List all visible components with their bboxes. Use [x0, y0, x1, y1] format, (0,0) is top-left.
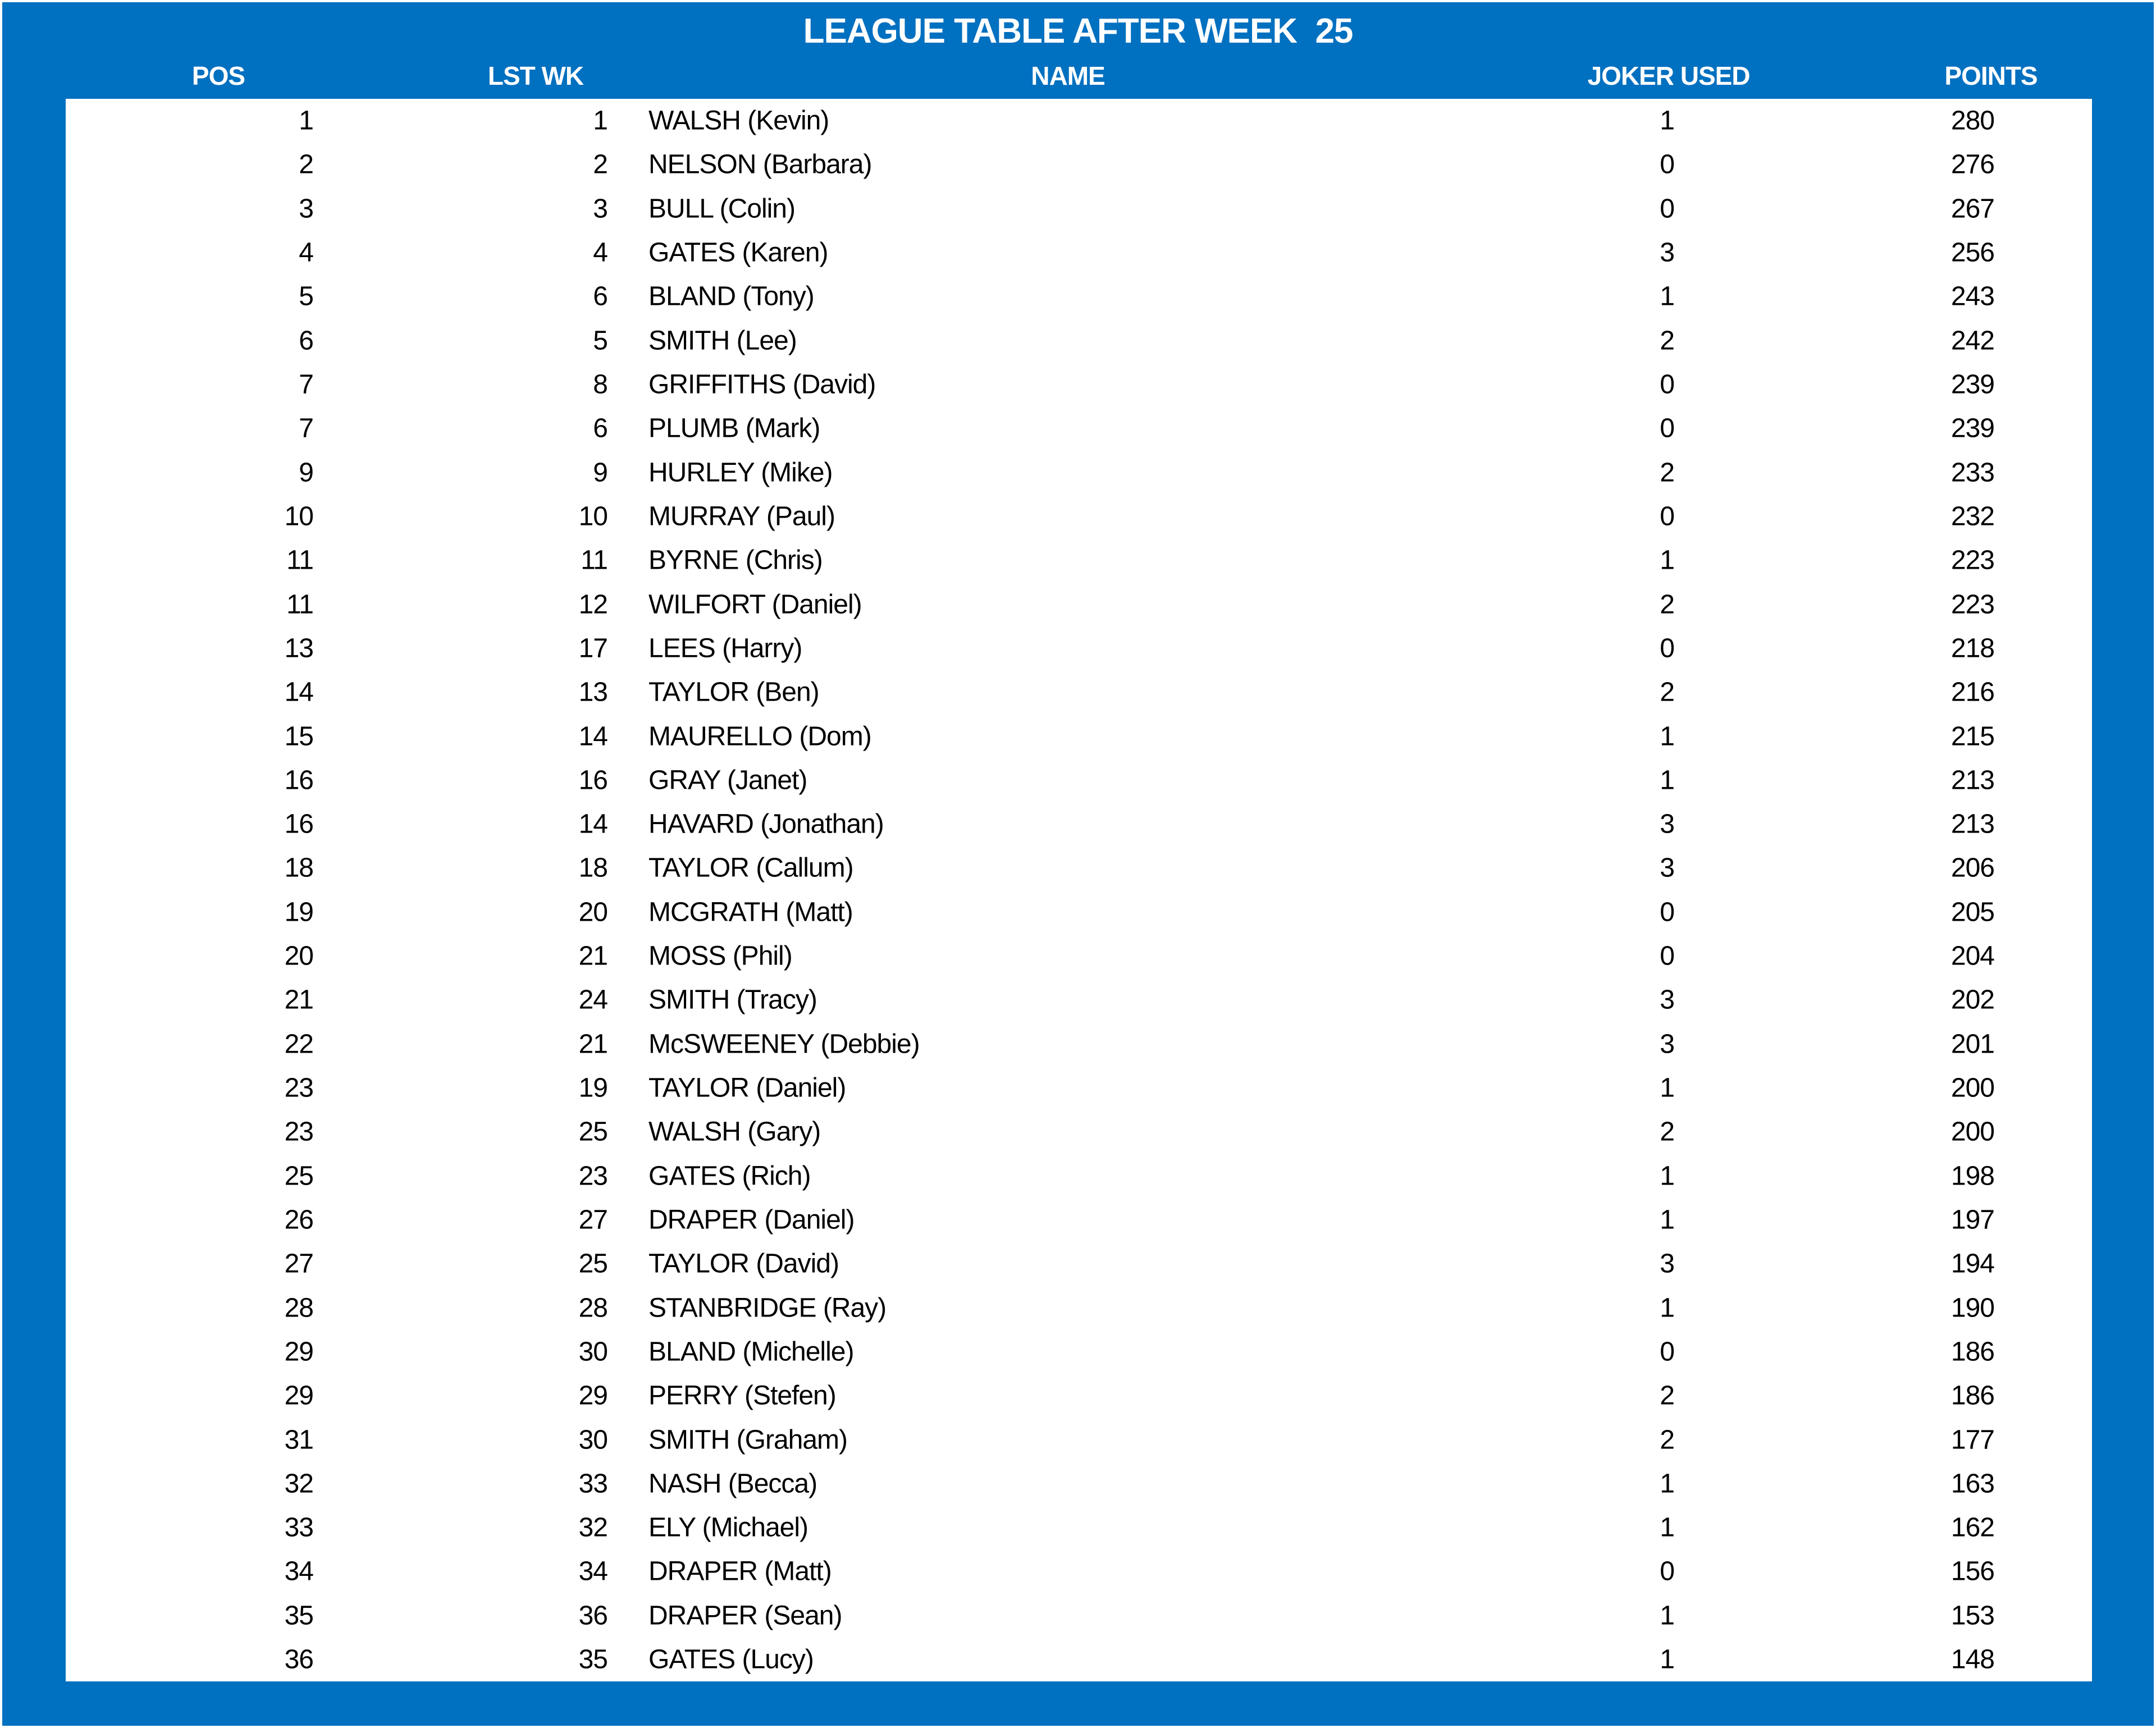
player-name: TAYLOR (Daniel) — [648, 1073, 846, 1103]
table-row — [66, 978, 2092, 1022]
position-value: 35 — [284, 1601, 313, 1631]
last-week-value: 30 — [578, 1337, 607, 1367]
position-value: 11 — [286, 545, 313, 575]
last-week-value: 23 — [578, 1161, 607, 1191]
last-week-value: 18 — [578, 853, 607, 883]
table-row — [66, 627, 2092, 670]
table-row — [66, 495, 2092, 538]
player-name: GATES (Lucy) — [648, 1644, 814, 1675]
joker-used-value: 2 — [1660, 326, 1674, 356]
joker-used-value: 2 — [1660, 1117, 1674, 1147]
position-value: 29 — [284, 1380, 313, 1411]
points-value: 239 — [1951, 413, 1994, 444]
table-row — [66, 99, 2092, 143]
joker-used-value: 1 — [1660, 1073, 1674, 1103]
table-row — [66, 890, 2092, 934]
last-week-value: 17 — [578, 633, 607, 664]
position-value: 29 — [284, 1337, 313, 1367]
position-value: 33 — [284, 1512, 313, 1543]
table-row — [66, 319, 2092, 363]
last-week-value: 16 — [578, 765, 607, 796]
position-value: 2 — [299, 149, 313, 180]
points-value: 153 — [1951, 1601, 1994, 1631]
last-week-value: 36 — [578, 1601, 607, 1631]
player-name: WILFORT (Daniel) — [648, 589, 862, 620]
player-name: HAVARD (Jonathan) — [648, 809, 884, 839]
points-value: 162 — [1951, 1512, 1994, 1543]
table-row — [66, 802, 2092, 846]
points-value: 280 — [1951, 106, 1994, 136]
last-week-value: 13 — [578, 677, 607, 707]
joker-used-value: 1 — [1660, 545, 1674, 575]
table-row — [66, 1022, 2092, 1066]
table-row — [66, 451, 2092, 495]
points-value: 200 — [1951, 1117, 1994, 1147]
table-row — [66, 231, 2092, 275]
table-row — [66, 1242, 2092, 1286]
points-value: 201 — [1951, 1029, 1994, 1059]
position-value: 36 — [284, 1644, 313, 1675]
player-name: NELSON (Barbara) — [648, 149, 872, 180]
points-value: 177 — [1951, 1425, 1994, 1455]
player-name: SMITH (Tracy) — [648, 985, 817, 1015]
last-week-value: 5 — [593, 326, 607, 356]
table-row — [66, 1286, 2092, 1329]
table-row — [66, 1374, 2092, 1418]
position-value: 4 — [299, 237, 313, 268]
joker-used-value: 0 — [1660, 369, 1674, 400]
last-week-value: 25 — [578, 1249, 607, 1279]
joker-used-value: 0 — [1660, 897, 1674, 927]
player-name: MCGRATH (Matt) — [648, 897, 853, 927]
table-row — [66, 1638, 2092, 1681]
player-name: TAYLOR (David) — [648, 1249, 839, 1279]
position-value: 14 — [284, 677, 313, 707]
joker-used-value: 0 — [1660, 413, 1674, 444]
player-name: McSWEENEY (Debbie) — [648, 1029, 920, 1059]
last-week-value: 1 — [593, 106, 607, 136]
player-name: SMITH (Graham) — [648, 1425, 848, 1455]
player-name: BYRNE (Chris) — [648, 545, 823, 575]
joker-used-value: 2 — [1660, 1425, 1674, 1455]
position-value: 23 — [284, 1117, 313, 1147]
last-week-value: 35 — [578, 1644, 607, 1675]
player-name: GATES (Karen) — [648, 237, 828, 268]
last-week-value: 6 — [593, 413, 607, 444]
player-name: NASH (Becca) — [648, 1469, 817, 1499]
player-name: HURLEY (Mike) — [648, 458, 833, 488]
position-value: 1 — [299, 106, 313, 136]
table-row — [66, 582, 2092, 626]
points-value: 232 — [1951, 501, 1994, 532]
points-value: 206 — [1951, 853, 1994, 883]
joker-used-value: 1 — [1660, 106, 1674, 136]
joker-used-value: 1 — [1660, 1293, 1674, 1323]
position-value: 15 — [284, 721, 313, 752]
player-name: BLAND (Michelle) — [648, 1337, 854, 1367]
joker-used-value: 3 — [1660, 1029, 1674, 1059]
player-name: GRAY (Janet) — [648, 765, 807, 796]
last-week-value: 2 — [593, 149, 607, 180]
position-value: 26 — [284, 1205, 313, 1235]
joker-used-value: 2 — [1660, 589, 1674, 620]
points-value: 186 — [1951, 1337, 1994, 1367]
points-value: 198 — [1951, 1161, 1994, 1191]
table-row — [66, 1418, 2092, 1461]
points-value: 204 — [1951, 941, 1994, 971]
joker-used-value: 0 — [1660, 501, 1674, 532]
points-value: 202 — [1951, 985, 1994, 1015]
joker-used-value: 0 — [1660, 1337, 1674, 1367]
position-value: 23 — [284, 1073, 313, 1103]
position-value: 28 — [284, 1293, 313, 1323]
joker-used-value: 3 — [1660, 237, 1674, 268]
joker-used-value: 0 — [1660, 633, 1674, 664]
player-name: DRAPER (Matt) — [648, 1556, 832, 1587]
last-week-value: 33 — [578, 1469, 607, 1499]
table-row — [66, 934, 2092, 978]
position-value: 18 — [284, 853, 313, 883]
table-row — [66, 1549, 2092, 1593]
joker-used-value: 2 — [1660, 677, 1674, 707]
table-row — [66, 670, 2092, 714]
joker-used-value: 3 — [1660, 985, 1674, 1015]
position-value: 31 — [284, 1425, 313, 1455]
points-value: 276 — [1951, 149, 1994, 180]
joker-used-value: 1 — [1660, 1601, 1674, 1631]
last-week-value: 12 — [578, 589, 607, 620]
last-week-value: 29 — [578, 1380, 607, 1411]
position-value: 5 — [299, 281, 313, 312]
joker-used-value: 2 — [1660, 1380, 1674, 1411]
table-row — [66, 1330, 2092, 1374]
position-value: 3 — [299, 194, 313, 224]
player-name: DRAPER (Daniel) — [648, 1205, 855, 1235]
player-name: DRAPER (Sean) — [648, 1601, 842, 1631]
position-value: 22 — [284, 1029, 313, 1059]
last-week-value: 11 — [581, 545, 607, 575]
last-week-value: 9 — [593, 458, 607, 488]
joker-used-value: 3 — [1660, 853, 1674, 883]
last-week-value: 14 — [578, 809, 607, 839]
table-row — [66, 1506, 2092, 1549]
table-body — [66, 99, 2092, 1681]
table-row — [66, 406, 2092, 450]
last-week-value: 34 — [578, 1556, 607, 1587]
position-value: 6 — [299, 326, 313, 356]
joker-used-value: 1 — [1660, 1512, 1674, 1543]
table-row — [66, 1594, 2092, 1638]
joker-used-value: 1 — [1660, 1644, 1674, 1675]
points-value: 267 — [1951, 194, 1994, 224]
joker-used-value: 1 — [1660, 1161, 1674, 1191]
player-name: GRIFFITHS (David) — [648, 369, 876, 400]
position-value: 13 — [284, 633, 313, 664]
points-value: 194 — [1951, 1249, 1994, 1279]
table-row — [66, 538, 2092, 582]
player-name: PERRY (Stefen) — [648, 1380, 836, 1411]
player-name: STANBRIDGE (Ray) — [648, 1293, 887, 1323]
player-name: BLAND (Tony) — [648, 281, 814, 312]
points-value: 213 — [1951, 809, 1994, 839]
table-row — [66, 1066, 2092, 1110]
joker-used-value: 0 — [1660, 149, 1674, 180]
joker-used-value: 0 — [1660, 194, 1674, 224]
joker-used-value: 3 — [1660, 809, 1674, 839]
joker-used-value: 1 — [1660, 721, 1674, 752]
points-value: 256 — [1951, 237, 1994, 268]
player-name: LEES (Harry) — [648, 633, 802, 664]
position-value: 9 — [299, 458, 313, 488]
table-row — [66, 1462, 2092, 1506]
last-week-value: 19 — [578, 1073, 607, 1103]
last-week-value: 3 — [593, 194, 607, 224]
points-value: 223 — [1951, 545, 1994, 575]
position-value: 21 — [284, 985, 313, 1015]
points-value: 148 — [1951, 1644, 1994, 1675]
player-name: SMITH (Lee) — [648, 326, 797, 356]
joker-used-value: 1 — [1660, 1205, 1674, 1235]
points-value: 163 — [1951, 1469, 1994, 1499]
position-value: 16 — [284, 765, 313, 796]
last-week-value: 4 — [593, 237, 607, 268]
joker-used-value: 1 — [1660, 765, 1674, 796]
player-name: MURRAY (Paul) — [648, 501, 835, 532]
last-week-value: 27 — [578, 1205, 607, 1235]
player-name: GATES (Rich) — [648, 1161, 811, 1191]
column-header-points: POINTS — [1944, 61, 2038, 90]
points-value: 186 — [1951, 1380, 1994, 1411]
points-value: 190 — [1951, 1293, 1994, 1323]
last-week-value: 30 — [578, 1425, 607, 1455]
player-name: ELY (Michael) — [648, 1512, 808, 1543]
column-header-last-week: LST WK — [487, 61, 584, 90]
joker-used-value: 1 — [1660, 281, 1674, 312]
points-value: 242 — [1951, 326, 1994, 356]
joker-used-value: 0 — [1660, 941, 1674, 971]
last-week-value: 32 — [578, 1512, 607, 1543]
points-value: 197 — [1951, 1205, 1994, 1235]
last-week-value: 21 — [578, 941, 607, 971]
position-value: 7 — [299, 413, 313, 444]
last-week-value: 10 — [578, 501, 607, 532]
table-row — [66, 1154, 2092, 1198]
last-week-value: 14 — [578, 721, 607, 752]
table-row — [66, 363, 2092, 406]
points-value: 218 — [1951, 633, 1994, 664]
position-value: 11 — [286, 589, 313, 620]
player-name: PLUMB (Mark) — [648, 413, 820, 444]
position-value: 10 — [284, 501, 313, 532]
player-name: MOSS (Phil) — [648, 941, 792, 971]
position-value: 7 — [299, 369, 313, 400]
points-value: 156 — [1951, 1556, 1994, 1587]
last-week-value: 6 — [593, 281, 607, 312]
points-value: 200 — [1951, 1073, 1994, 1103]
table-row — [66, 275, 2092, 318]
position-value: 32 — [284, 1469, 313, 1499]
joker-used-value: 0 — [1660, 1556, 1674, 1587]
joker-used-value: 1 — [1660, 1469, 1674, 1499]
column-header-pos: POS — [191, 61, 245, 90]
player-name: TAYLOR (Callum) — [648, 853, 853, 883]
player-name: WALSH (Gary) — [648, 1117, 821, 1147]
points-value: 233 — [1951, 458, 1994, 488]
position-value: 25 — [284, 1161, 313, 1191]
last-week-value: 21 — [578, 1029, 607, 1059]
position-value: 34 — [284, 1556, 313, 1587]
joker-used-value: 2 — [1660, 458, 1674, 488]
table-row — [66, 1110, 2092, 1154]
last-week-value: 28 — [578, 1293, 607, 1323]
points-value: 205 — [1951, 897, 1994, 927]
position-value: 19 — [284, 897, 313, 927]
table-row — [66, 758, 2092, 802]
points-value: 213 — [1951, 765, 1994, 796]
points-value: 243 — [1951, 281, 1994, 312]
position-value: 27 — [284, 1249, 313, 1279]
points-value: 216 — [1951, 677, 1994, 707]
player-name: BULL (Colin) — [648, 194, 795, 224]
last-week-value: 25 — [578, 1117, 607, 1147]
points-value: 239 — [1951, 369, 1994, 400]
table-row — [66, 187, 2092, 231]
position-value: 20 — [284, 941, 313, 971]
last-week-value: 20 — [578, 897, 607, 927]
table-row — [66, 143, 2092, 186]
column-header-joker-used: JOKER USED — [1587, 61, 1750, 90]
points-value: 215 — [1951, 721, 1994, 752]
table-row — [66, 1198, 2092, 1242]
player-name: WALSH (Kevin) — [648, 106, 829, 136]
league-table-sheet — [2, 2, 2154, 1726]
last-week-value: 24 — [578, 985, 607, 1015]
player-name: TAYLOR (Ben) — [648, 677, 819, 707]
page-title: LEAGUE TABLE AFTER WEEK 25 — [803, 12, 1353, 51]
position-value: 16 — [284, 809, 313, 839]
column-header-name: NAME — [1031, 61, 1105, 90]
last-week-value: 8 — [593, 369, 607, 400]
table-row — [66, 846, 2092, 890]
joker-used-value: 3 — [1660, 1249, 1674, 1279]
points-value: 223 — [1951, 589, 1994, 620]
player-name: MAURELLO (Dom) — [648, 721, 871, 752]
table-row — [66, 714, 2092, 758]
